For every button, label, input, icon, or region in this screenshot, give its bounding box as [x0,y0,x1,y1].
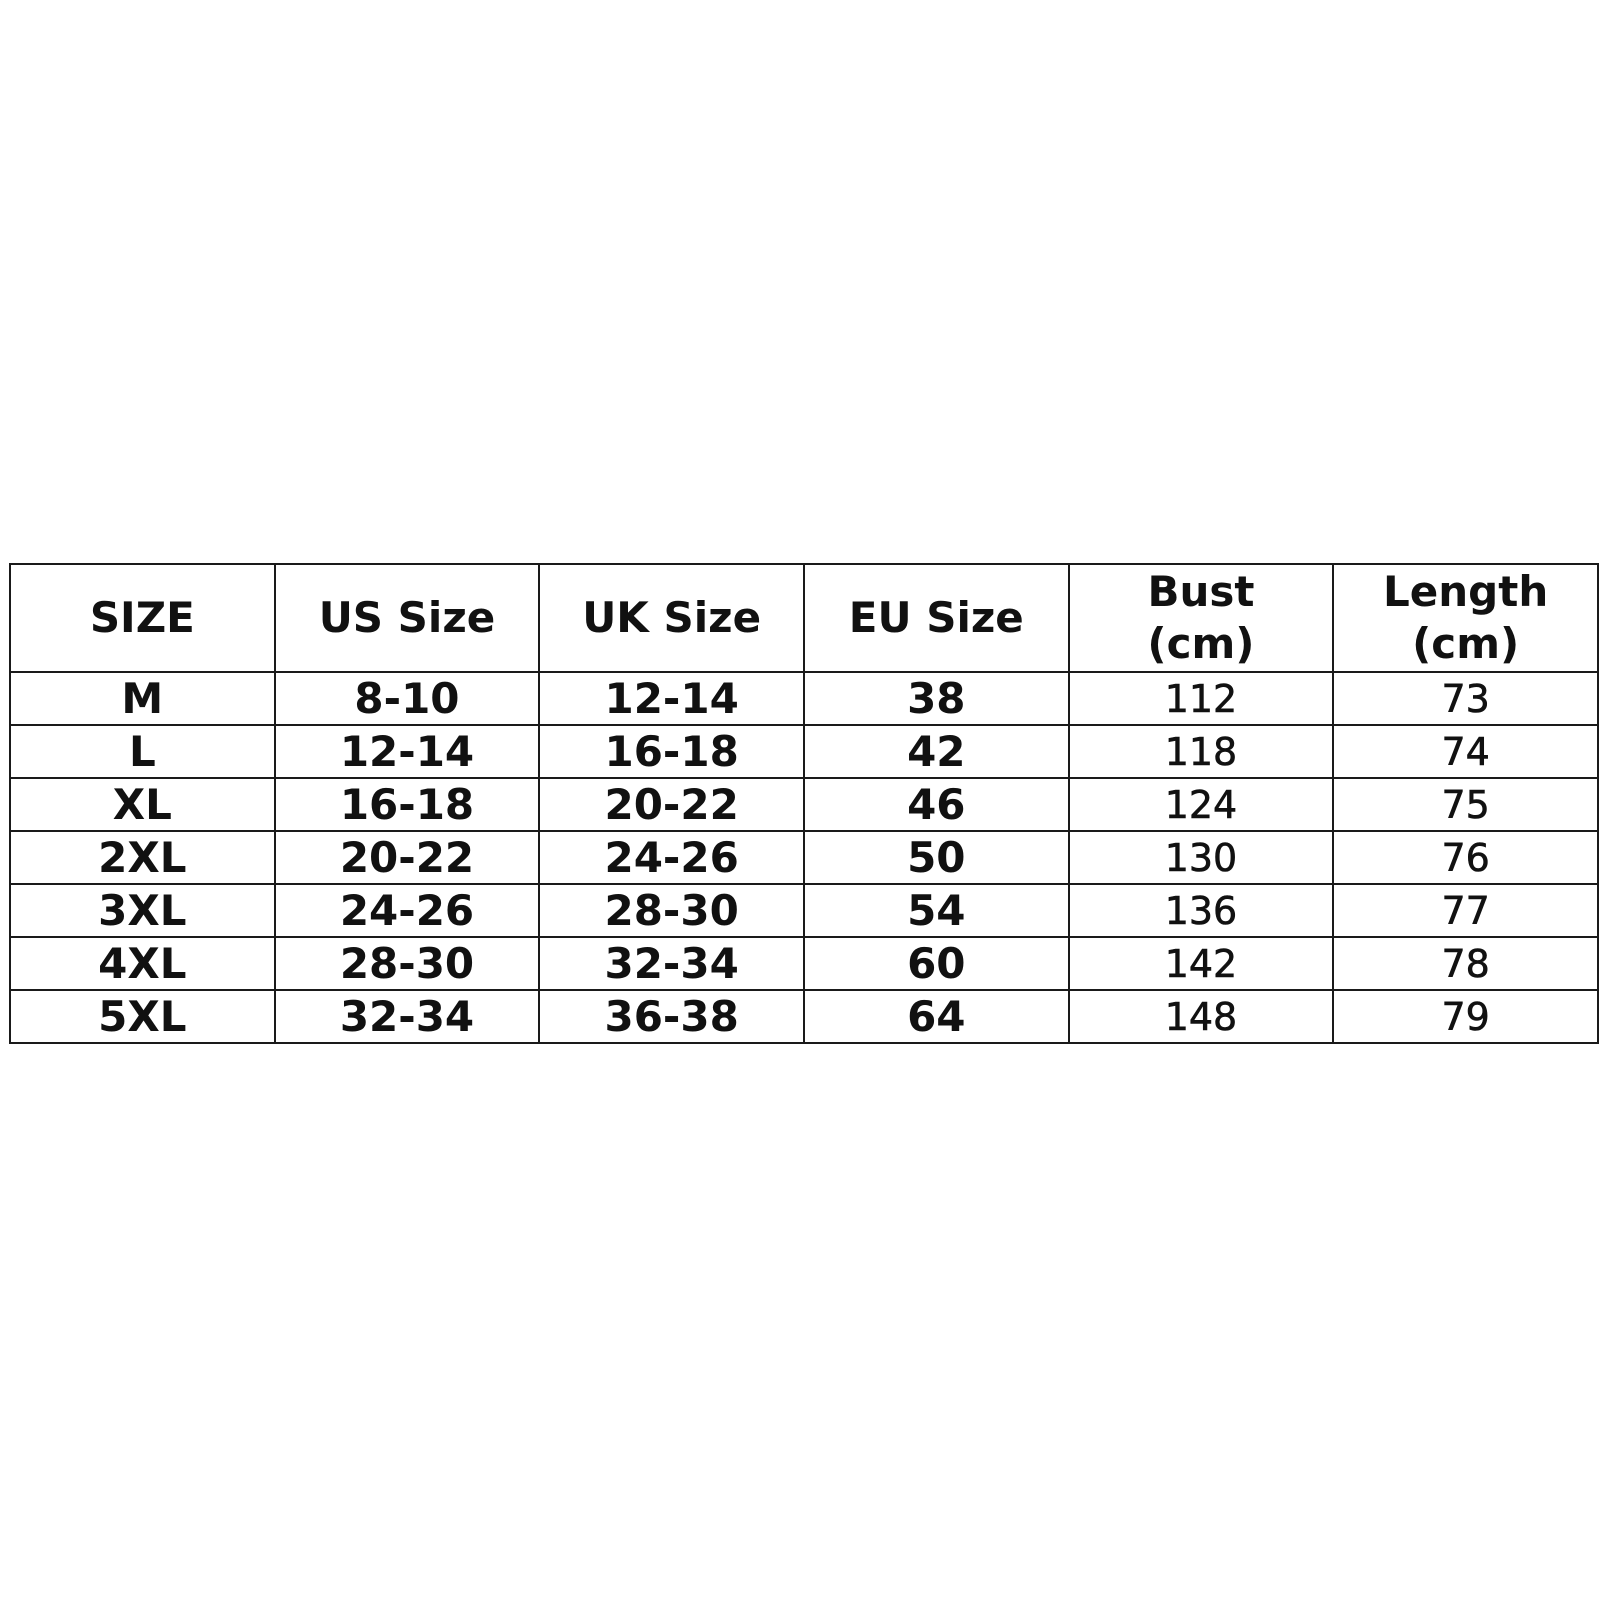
cell-uk-size: 16-18 [539,725,804,778]
cell-size: 5XL [10,990,275,1043]
table-row [10,884,1598,937]
cell-bust: 124 [1069,778,1334,831]
header-bust [1069,564,1334,672]
cell-length: 75 [1333,778,1598,831]
cell-us-size: 20-22 [275,831,540,884]
cell-us-size: 28-30 [275,937,540,990]
header-length [1333,564,1598,672]
table-body [10,672,1598,1043]
cell-length: 77 [1333,884,1598,937]
cell-us-size: 8-10 [275,672,540,725]
cell-eu-size: 38 [804,672,1069,725]
cell-bust: 118 [1069,725,1334,778]
cell-eu-size: 46 [804,778,1069,831]
cell-eu-size: 64 [804,990,1069,1043]
table-row [10,778,1598,831]
cell-us-size: 32-34 [275,990,540,1043]
cell-uk-size: 12-14 [539,672,804,725]
header-bust-line-2: (cm) [1147,619,1255,668]
cell-length: 74 [1333,725,1598,778]
cell-size: 4XL [10,937,275,990]
cell-uk-size: 24-26 [539,831,804,884]
header-us-size: US Size [275,564,540,672]
table-row [10,831,1598,884]
cell-eu-size: 54 [804,884,1069,937]
cell-size: XL [10,778,275,831]
header-bust-line-1: Bust [1147,567,1255,616]
cell-length: 79 [1333,990,1598,1043]
cell-uk-size: 32-34 [539,937,804,990]
cell-eu-size: 50 [804,831,1069,884]
cell-us-size: 16-18 [275,778,540,831]
header-size: SIZE [10,564,275,672]
cell-eu-size: 42 [804,725,1069,778]
header-length-line-2: (cm) [1412,619,1520,668]
cell-uk-size: 28-30 [539,884,804,937]
cell-us-size: 12-14 [275,725,540,778]
table-row [10,990,1598,1043]
table-row [10,937,1598,990]
cell-us-size: 24-26 [275,884,540,937]
cell-size: M [10,672,275,725]
size-chart-table [9,563,1599,1044]
table-row [10,725,1598,778]
cell-length: 76 [1333,831,1598,884]
cell-bust: 112 [1069,672,1334,725]
table-header [10,564,1598,672]
cell-bust: 142 [1069,937,1334,990]
cell-bust: 136 [1069,884,1334,937]
cell-size: L [10,725,275,778]
cell-size: 3XL [10,884,275,937]
cell-uk-size: 20-22 [539,778,804,831]
table-row [10,672,1598,725]
cell-size: 2XL [10,831,275,884]
header-uk-size: UK Size [539,564,804,672]
header-eu-size: EU Size [804,564,1069,672]
cell-bust: 130 [1069,831,1334,884]
cell-uk-size: 36-38 [539,990,804,1043]
header-length-line-1: Length [1383,567,1549,616]
cell-length: 78 [1333,937,1598,990]
cell-bust: 148 [1069,990,1334,1043]
cell-eu-size: 60 [804,937,1069,990]
cell-length: 73 [1333,672,1598,725]
header-row [10,564,1598,672]
